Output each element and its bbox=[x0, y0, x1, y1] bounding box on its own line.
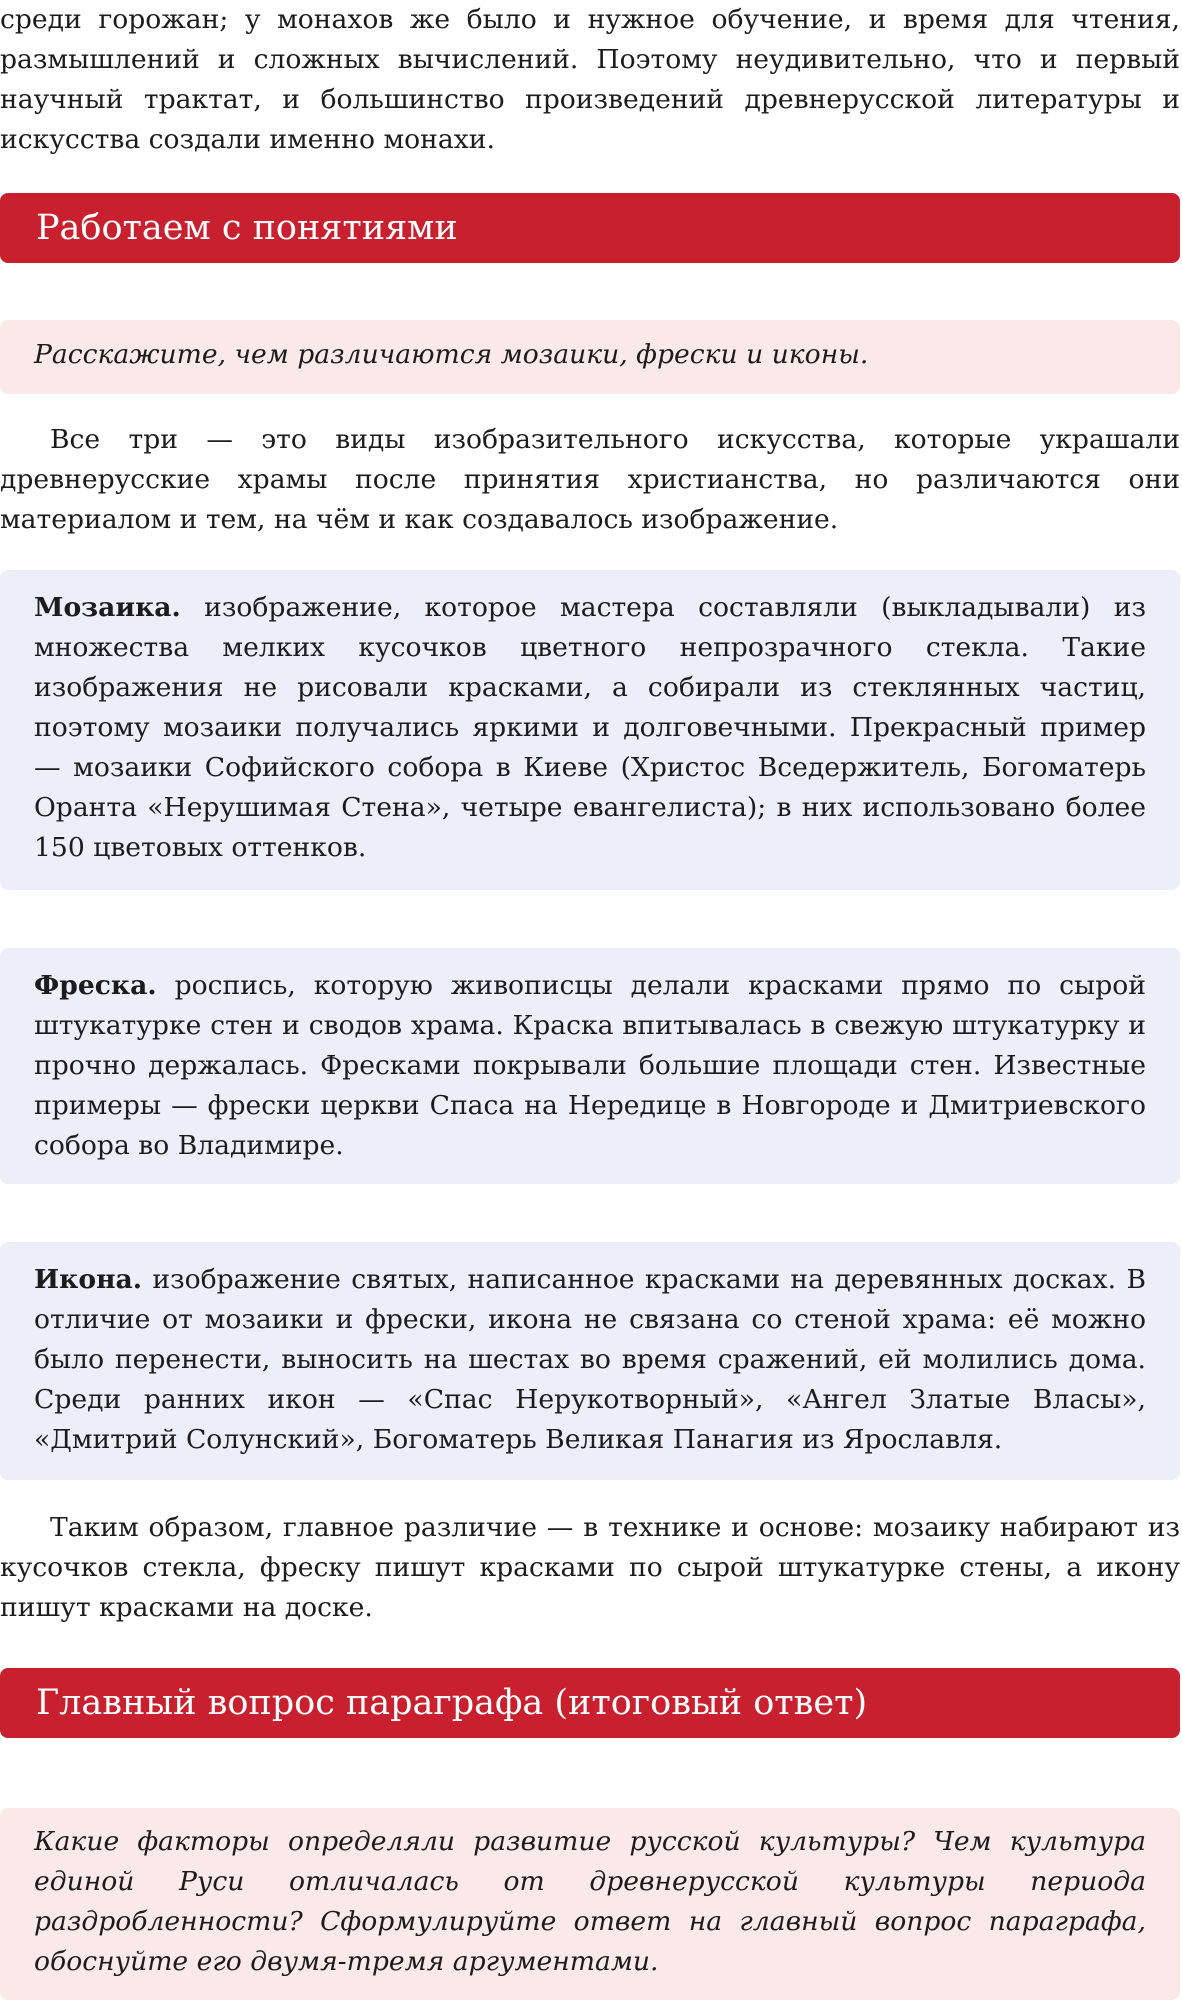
section-title: Работаем с понятиями bbox=[36, 208, 458, 248]
section-title: Главный вопрос параграфа (итоговый ответ) bbox=[36, 1683, 868, 1723]
term-definition bbox=[34, 966, 1146, 1166]
section-header-concepts bbox=[0, 193, 1180, 263]
term-box-fresco bbox=[0, 948, 1180, 1184]
task-box-concepts bbox=[0, 320, 1180, 394]
task-question: Расскажите, чем различаются мозаики, фрески и иконы. bbox=[34, 339, 869, 370]
task-box-main-question bbox=[0, 1808, 1180, 2000]
term-text: роспись, которую живописцы делали красками прямо по сырой штукатурке стен и сводов храма. Краска впитывалась в свежую штукатурку и прочно держалась. Фресками покрывали большие площади стен. Известные примеры — фрески церкви Спаса на Нередице в Новгороде и Дмитриевского собора во Владимире. bbox=[34, 970, 1146, 1161]
term-name: Фреска. bbox=[34, 970, 157, 1001]
section-header-main-question bbox=[0, 1668, 1180, 1738]
conclusion-text: Таким образом, главное различие — в технике и основе: мозаику набирают из кусочков стекла, фреску пишут красками по сырой штукатурке стены, а икону пишут красками на доске. bbox=[0, 1512, 1180, 1623]
answer-intro-text: Все три — это виды изобразительного искусства, которые украшали древнерусские храмы после принятия христианства, но различаются они материалом и тем, на чём и как создавалось изображение. bbox=[0, 424, 1180, 535]
term-definition bbox=[34, 1260, 1146, 1460]
term-definition bbox=[34, 588, 1146, 868]
term-text: изображение, которое мастера составляли (выкладывали) из множества мелких кусочков цветного непрозрачного стекла. Такие изображения не рисовали красками, а собирали из стеклянных частиц, поэтому мозаики получались яркими и долговечными. Прекрасный пример — мозаики Софийского собора в Киеве (Христос Вседержитель, Богоматерь Оранта «Нерушимая Стена», четыре евангелиста); в них использовано более 150 цветовых оттенков. bbox=[34, 592, 1146, 863]
term-box-mosaic bbox=[0, 570, 1180, 890]
answer-intro bbox=[0, 420, 1180, 540]
term-name: Мозаика. bbox=[34, 592, 181, 623]
intro-paragraph bbox=[0, 0, 1180, 160]
task-question: Какие факторы определяли развитие русской культуры? Чем культура единой Руси отличалась от древнерусской культуры периода раздробленности? Сформулируйте ответ на главный вопрос параграфа, обоснуйте его двумя-тремя аргументами. bbox=[34, 1826, 1146, 1977]
term-name: Икона. bbox=[34, 1264, 143, 1295]
conclusion-paragraph bbox=[0, 1508, 1180, 1628]
intro-text: среди горожан; у монахов же было и нужное обучение, и время для чтения, размышлений и сложных вычислений. Поэтому неудивительно, что и первый научный трактат, и большинство произведений древнерусской литературы и искусства создали именно монахи. bbox=[0, 4, 1180, 155]
term-text: изображение святых, написанное красками на деревянных досках. В отличие от мозаики и фрески, икона не связана со стеной храма: её можно было перенести, выносить на шестах во время сражений, ей молились дома. Среди ранних икон — «Спас Нерукотворный», «Ангел Златые Власы», «Дмитрий Солунский», Богоматерь Великая Панагия из Ярославля. bbox=[34, 1264, 1146, 1455]
term-box-icon bbox=[0, 1242, 1180, 1480]
